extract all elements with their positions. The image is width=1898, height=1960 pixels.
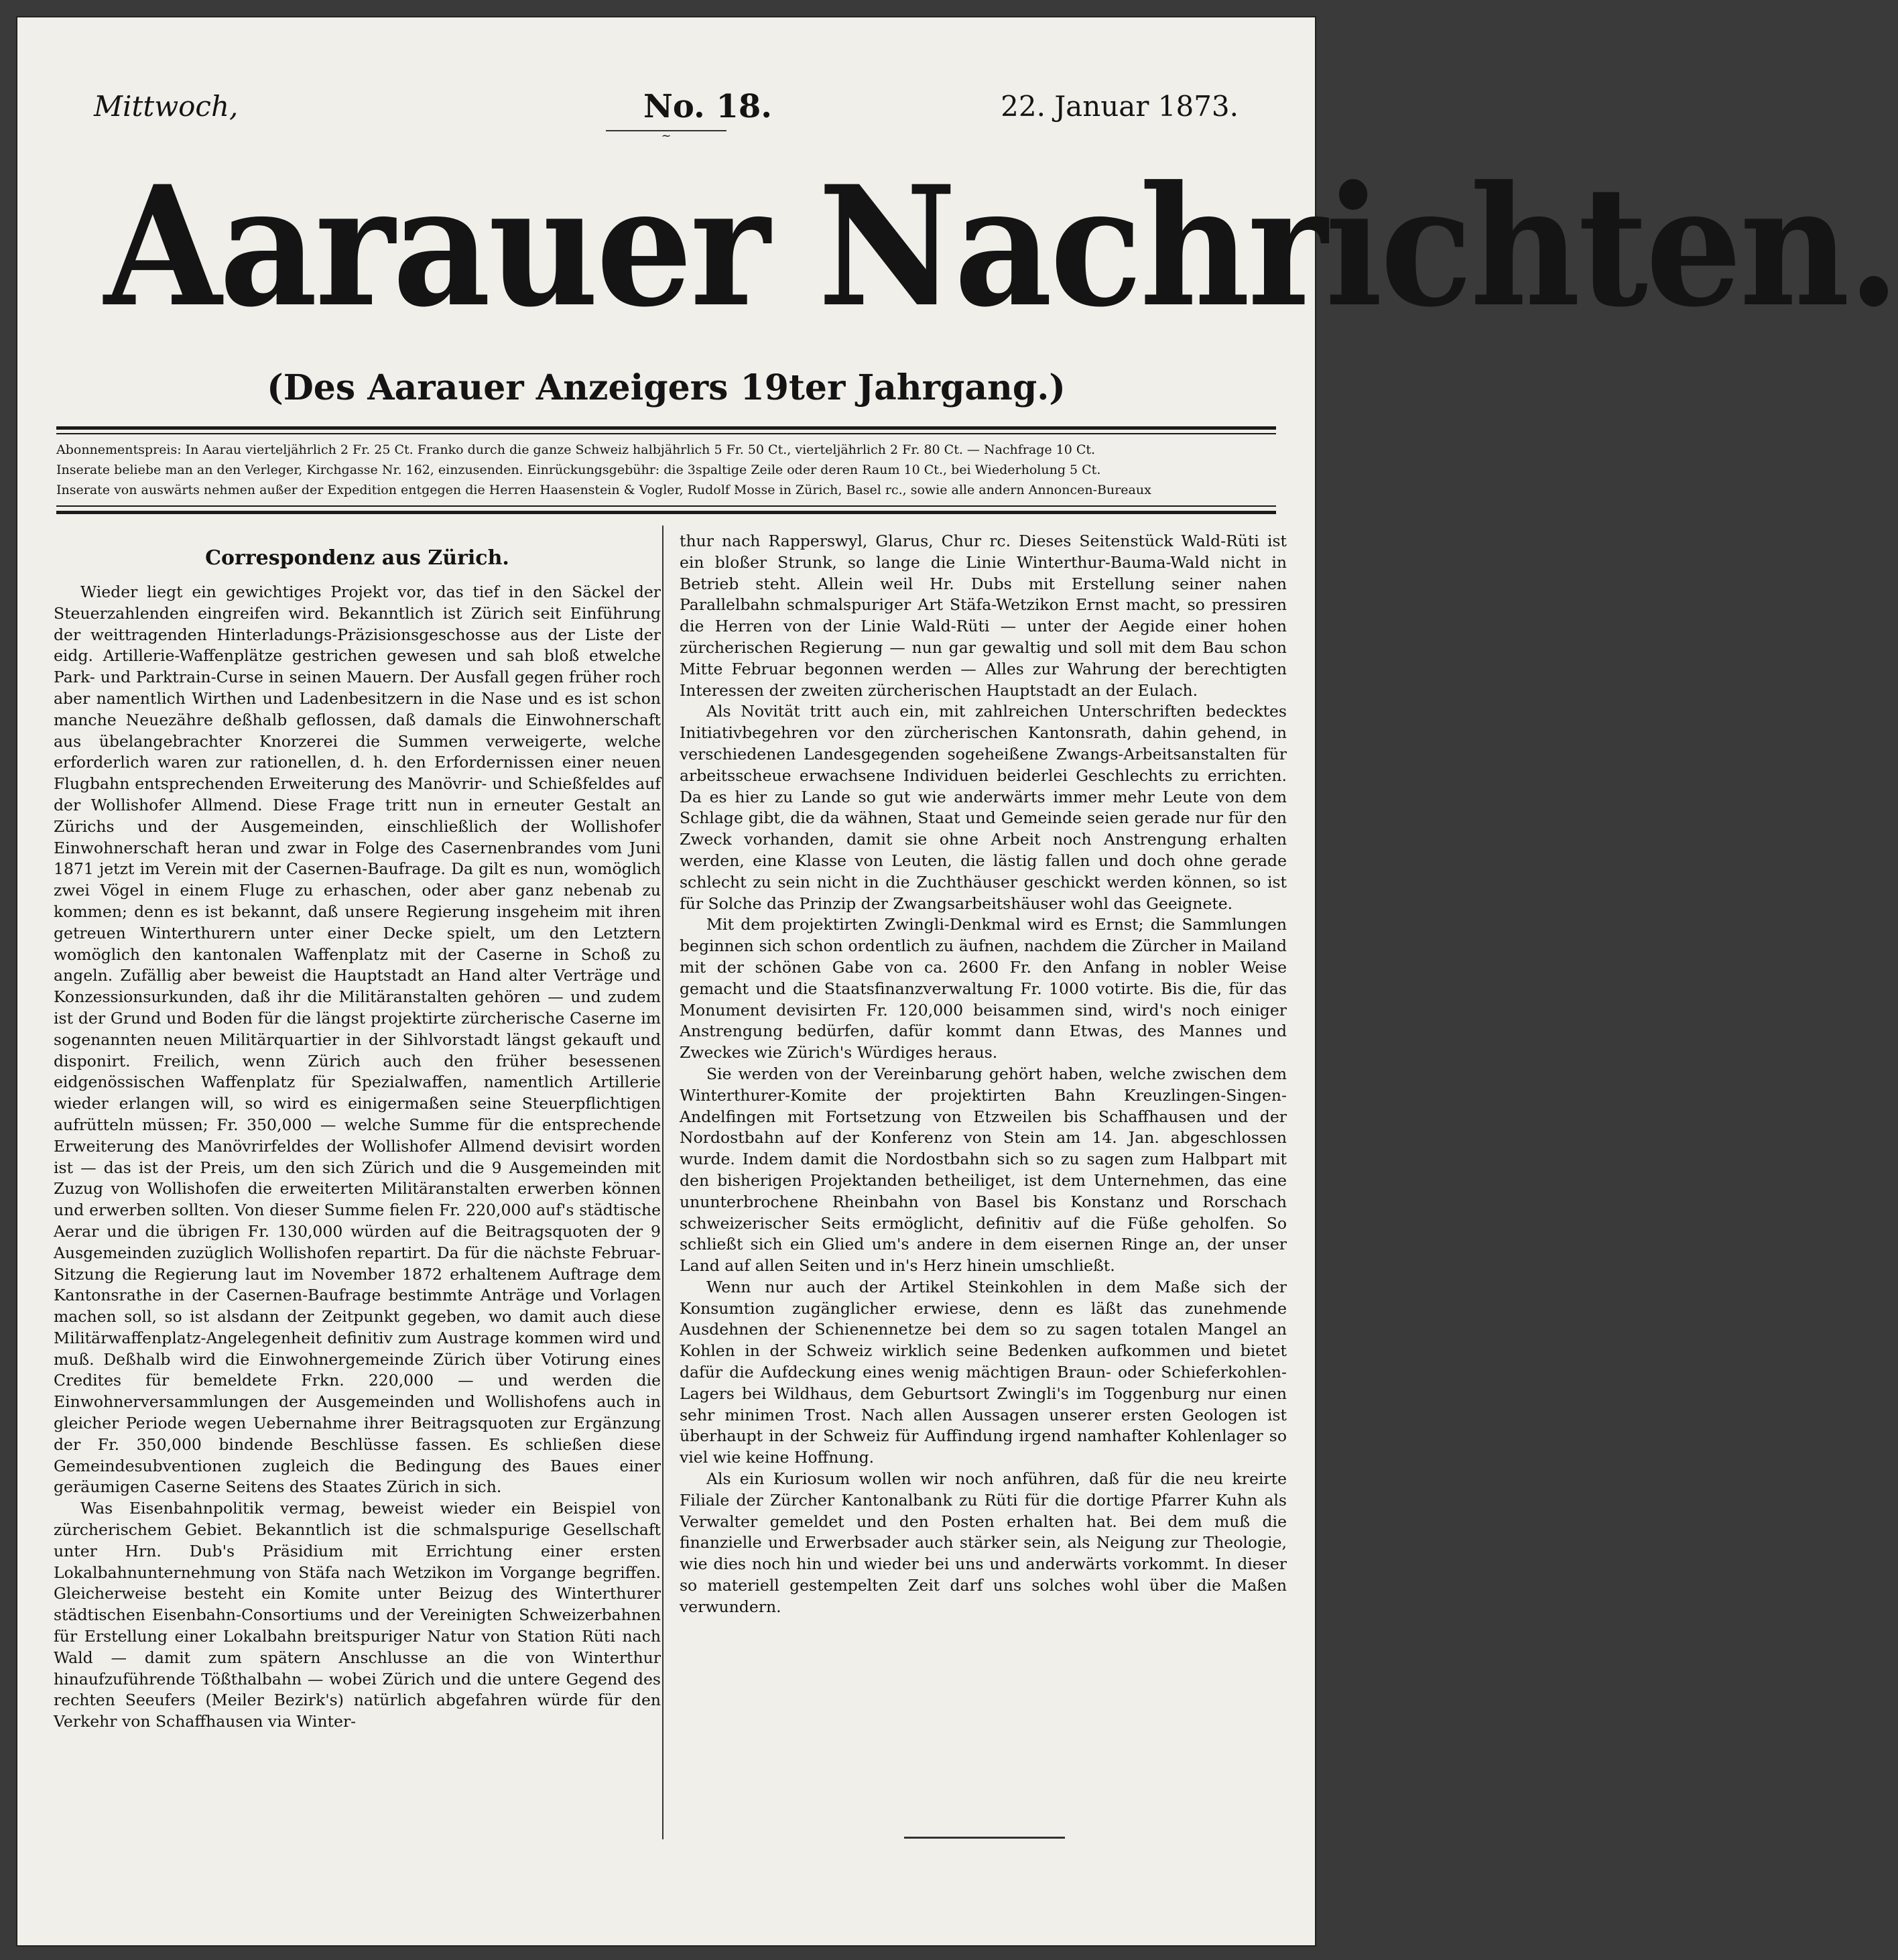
paragraph: Wieder liegt ein gewichtiges Projekt vor, das tief in den Säckel der Steuerzahlenden eingreifen wird. Bekanntlich ist Zürich seit Einführung der weittragenden Hinterladungs-Präzisionsgeschosse aus der Liste der eidg. Artillerie-Waffenplätze gestrichen gewesen und sah bloß etwelche Park- und Parktrain-Curse in seinen Mauern. Der Ausfall gegen früher roch aber namentlich Wirthen und Ladenbesitzern in die Nase und es ist schon manche Neuezähre deßhalb geflossen, daß damals die Einwohnerschaft aus übelangebrachter Knorzerei die Summen verweigerte, welche erforderlich waren zur rationellen, d. h. den Erfordernissen einer neuen Flugbahn entsprechenden Erweiterung des Manövrir- und Schießfeldes auf der Wollishofer Allmend. Diese Frage tritt nun in erneuter Gestalt an Zürichs und der Ausgemeinden, einschließlich der Wollishofer Einwohnerschaft heran und zwar in Folge des Casernenbrandes vom Juni 1871 jetzt im Verein mit der Casernen-Baufrage. Da gilt es nun, womöglich zwei Vögel in einem Fluge zu erhaschen, oder aber ganz nebenab zu kommen; denn es ist bekannt, daß unsere Regierung insgeheim mit ihren getreuen Winterthurern unter einer Decke spielt, um den Letztern womöglich den kantonalen Waffenplatz mit der Caserne in Schoß zu angeln. Zufällig aber beweist die Hauptstadt an Hand alter Verträge und Konzessionsurkunden, daß ihr die Militäranstalten gehören — und zudem ist der Grund und Boden für die längst projektirte zürcherische Caserne im sogenannten neuen Militärquartier in der Sihlvorstadt längst gekauft und disponirt. Freilich, wenn Zürich auch den früher besessenen eidgenössischen Waffenplatz für Spezialwaffen, namentlich Artillerie wieder erlangen will, so wird es einigermaßen seine Steuerpflichtigen aufrütteln müssen; Fr. 350,000 — welche Summe für die entsprechende Erweiterung des Manövrirfeldes der Wollishofer Allmend devisirt worden ist — das ist der Preis, um den sich Zürich und die 9 Ausgemeinden mit Zuzug von Wollishofen die erweiterten Militäranstalten erwerben können und erwerben sollten. Von dieser Summe fielen Fr. 220,000 auf's städtische Aerar und die übrigen Fr. 130,000 würden auf die Beitragsquoten der 9 Ausgemeinden zuzüglich Wollishofen repartirt. Da für die nächste Februar-Sitzung die Regierung laut im November 1872 erhaltenem Auftrage dem Kantonsrathe in der Casernen-Baufrage bestimmte Anträge und Vorlagen machen soll, so ist alsdann der Zeitpunkt gegeben, wo damit auch diese Militärwaffenplatz-Angelegenheit definitiv zum Austrage kommen wird und muß. Deßhalb wird die Einwohnergemeinde Zürich über Votirung eines Credites für bemeldete Frkn. 220,000 — und werden die Einwohnerversammlungen der Ausgemeinden und Wollishofens auch in gleicher Periode wegen Uebernahme ihrer Beitragsquoten zur Ergänzung der Fr. 350,000 bindende Beschlüsse fassen. Es schließen diese Gemeindesubventionen zugleich die Bedingung des Baues einer geräumigen Caserne Seitens des Staates Zürich in sich. (54, 583, 661, 1497)
paragraph: thur nach Rapperswyl, Glarus, Chur rc. Dieses Seitenstück Wald-Rüti ist ein bloßer Strunk, so lange die Linie Winterthur-Bauma-Wald nicht in Betrieb steht. Allein weil Hr. Dubs mit Erstellung seiner nahen Parallelbahn schmalspuriger Art Stäfa-Wetzikon Ernst macht, so pressiren die Herren von der Linie Wald-Rüti — unter der Aegide einer hohen zürcherischen Regierung — nun gar gewaltig und soll mit dem Bau schon Mitte Februar begonnen werden — Alles zur Wahrung der berechtigten Interessen der zweiten zürcherischen Hauptstadt an der Eulach. (680, 532, 1287, 700)
end-rule (904, 1837, 1065, 1839)
paragraph: Wenn nur auch der Artikel Steinkohlen in dem Maße sich der Konsumtion zugänglicher erwiese, denn es läßt das zunehmende Ausdehnen der Schienennetze bei dem so zu sagen totalen Mangel an Kohlen in der Schweiz wirklich seine Bedenken aufkommen und bietet dafür die Aufdeckung eines wenig mächtigen Braun- oder Schieferkohlen-Lagers bei Wildhaus, dem Geburtsort Zwingli's im Toggenburg nur einen sehr minimen Trost. Nach allen Aussagen unserer ersten Geologen ist überhaupt in der Schweiz für Auffindung irgend namhafter Kohlenlager so viel wie keine Hoffnung. (680, 1277, 1287, 1467)
subscription-notices (56, 440, 1276, 500)
paragraph: Was Eisenbahnpolitik vermag, beweist wieder ein Beispiel von zürcherischem Gebiet. Bekanntlich ist die schmalspurige Gesellschaft unter Hrn. Dub's Präsidium mit Errichtung einer ersten Lokalbahnunternehmung von Stäfa nach Wetzikon im Vorgange begriffen. Gleicherweise besteht ein Komite unter Beizug des Winterthurer städtischen Eisenbahn-Consortiums und der Vereinigten Schweizerbahnen für Erstellung einer Lokalbahn breitspuriger Natur von Station Rüti nach Wald — damit zum spätern Anschlusse an die von Winterthur hinaufzuführende Tößthalbahn — wobei Zürich und die untere Gegend des rechten Seeufers (Meiler Bezirk's) natürlich abgefahren würde für den Verkehr von Schaffhausen via Winter- (54, 1499, 661, 1731)
article-heading: Correspondenz aus Zürich. (205, 546, 509, 570)
newspaper-page (16, 16, 1898, 1947)
issue-date: 22. Januar 1873. (1001, 90, 1239, 123)
ornament-divider: ~ (606, 130, 726, 145)
paragraph: Mit dem projektirten Zwingli-Denkmal wird es Ernst; die Sammlungen beginnen sich schon ordentlich zu äufnen, nachdem die Zürcher in Mailand mit der schönen Gabe von ca. 2600 Fr. den Anfang in nobler Weise gemacht und die Staatsfinanzverwaltung Fr. 1000 votirte. Bis die, für das Monument devisirten Fr. 120,000 beisammen sind, wird's noch einiger Anstrengung bedürfen, dafür kommt dann Etwas, des Mannes und Zweckes wie Zürich's Würdiges heraus. (680, 915, 1287, 1062)
weekday: Mittwoch, (94, 90, 239, 123)
column-divider (662, 526, 663, 1839)
column-right (680, 531, 1287, 1618)
column-left (54, 531, 661, 1733)
notice-line: Inserate von auswärts nehmen außer der Expedition entgegen die Herren Haasenstein & Vogler, Rudolf Mosse in Zürich, Basel rc., sowie alle andern Annoncen-Bureaux (56, 483, 1151, 497)
rule-top-thin (56, 433, 1276, 434)
rule-mid (56, 505, 1276, 507)
rule-mid-thick (56, 511, 1276, 514)
masthead-subtitle: (Des Aarauer Anzeigers 19ter Jahrgang.) (267, 367, 1066, 408)
paragraph: Sie werden von der Vereinbarung gehört haben, welche zwischen dem Winterthurer-Komite der projektirten Bahn Kreuzlingen-Singen-Andelfingen mit Fortsetzung von Etzweilen bis Schaffhausen und der Nordostbahn auf der Konferenz von Stein am 14. Jan. abgeschlossen wurde. Indem damit die Nordostbahn sich so zu sagen zum Halbpart mit den bisherigen Projektanden betheiliget, ist dem Unternehmen, das eine ununterbrochene Rheinbahn von Basel bis Konstanz und Rorschach schweizerischer Seits ermöglicht, definitiv auf die Füße geholfen. So schließt sich ein Glied um's andere in dem eisernen Ringe an, der unser Land auf allen Seiten und in's Herz hinein umschließt. (680, 1064, 1287, 1276)
notice-line: Abonnementspreis: In Aarau vierteljährlich 2 Fr. 25 Ct. Franko durch die ganze Schweiz halbjährlich 5 Fr. 50 Ct., vierteljährlich 2 Fr. 80 Ct. — Nachfrage 10 Ct. (56, 442, 1096, 457)
notice-line: Inserate beliebe man an den Verleger, Kirchgasse Nr. 162, einzusenden. Einrückungsgebühr: die 3spaltige Zeile oder deren Raum 10 Ct., bei Wiederholung 5 Ct. (56, 463, 1101, 477)
paragraph: Als ein Kuriosum wollen wir noch anführen, daß für die neu kreirte Filiale der Zürcher Kantonalbank zu Rüti für die dortige Pfarrer Kuhn als Verwalter gemeldet und den Posten erhalten hat. Bei dem muß die finanzielle und Erwerbsader auch stärker sein, als Neigung zur Theologie, wie dies noch hin und wieder bei uns und anderwärts vorkommt. In dieser so materiell gestempelten Zeit darf uns solches wohl über die Maßen verwundern. (680, 1469, 1287, 1616)
paragraph: Als Novität tritt auch ein, mit zahlreichen Unterschriften bedecktes Initiativbegehren vor den zürcherischen Kantonsrath, dahin gehend, in verschiedenen Landesgegenden sogeheißene Zwangs-Arbeitsanstalten für arbeitsscheue erwachsene Individuen beiderlei Geschlechts zu errichten. Da es hier zu Lande so gut wie anderwärts immer mehr Leute von dem Schlage gibt, die da wähnen, Staat und Gemeinde seien gerade nur für den Zweck vorhanden, damit sie ohne Arbeit noch Anstrengung erhalten werden, eine Klasse von Leuten, die lästig fallen und doch ohne gerade schlecht zu sein nicht in die Zuchthäuser geschickt werden können, so ist für Solche das Prinzip der Zwangsarbeitshäuser wohl das Geeignete. (680, 702, 1287, 913)
masthead-title: Aarauer Nachrichten. (104, 150, 1898, 344)
rule-top (56, 426, 1276, 430)
dateline (40, 88, 1292, 125)
issue-number: No. 18. (643, 88, 772, 125)
